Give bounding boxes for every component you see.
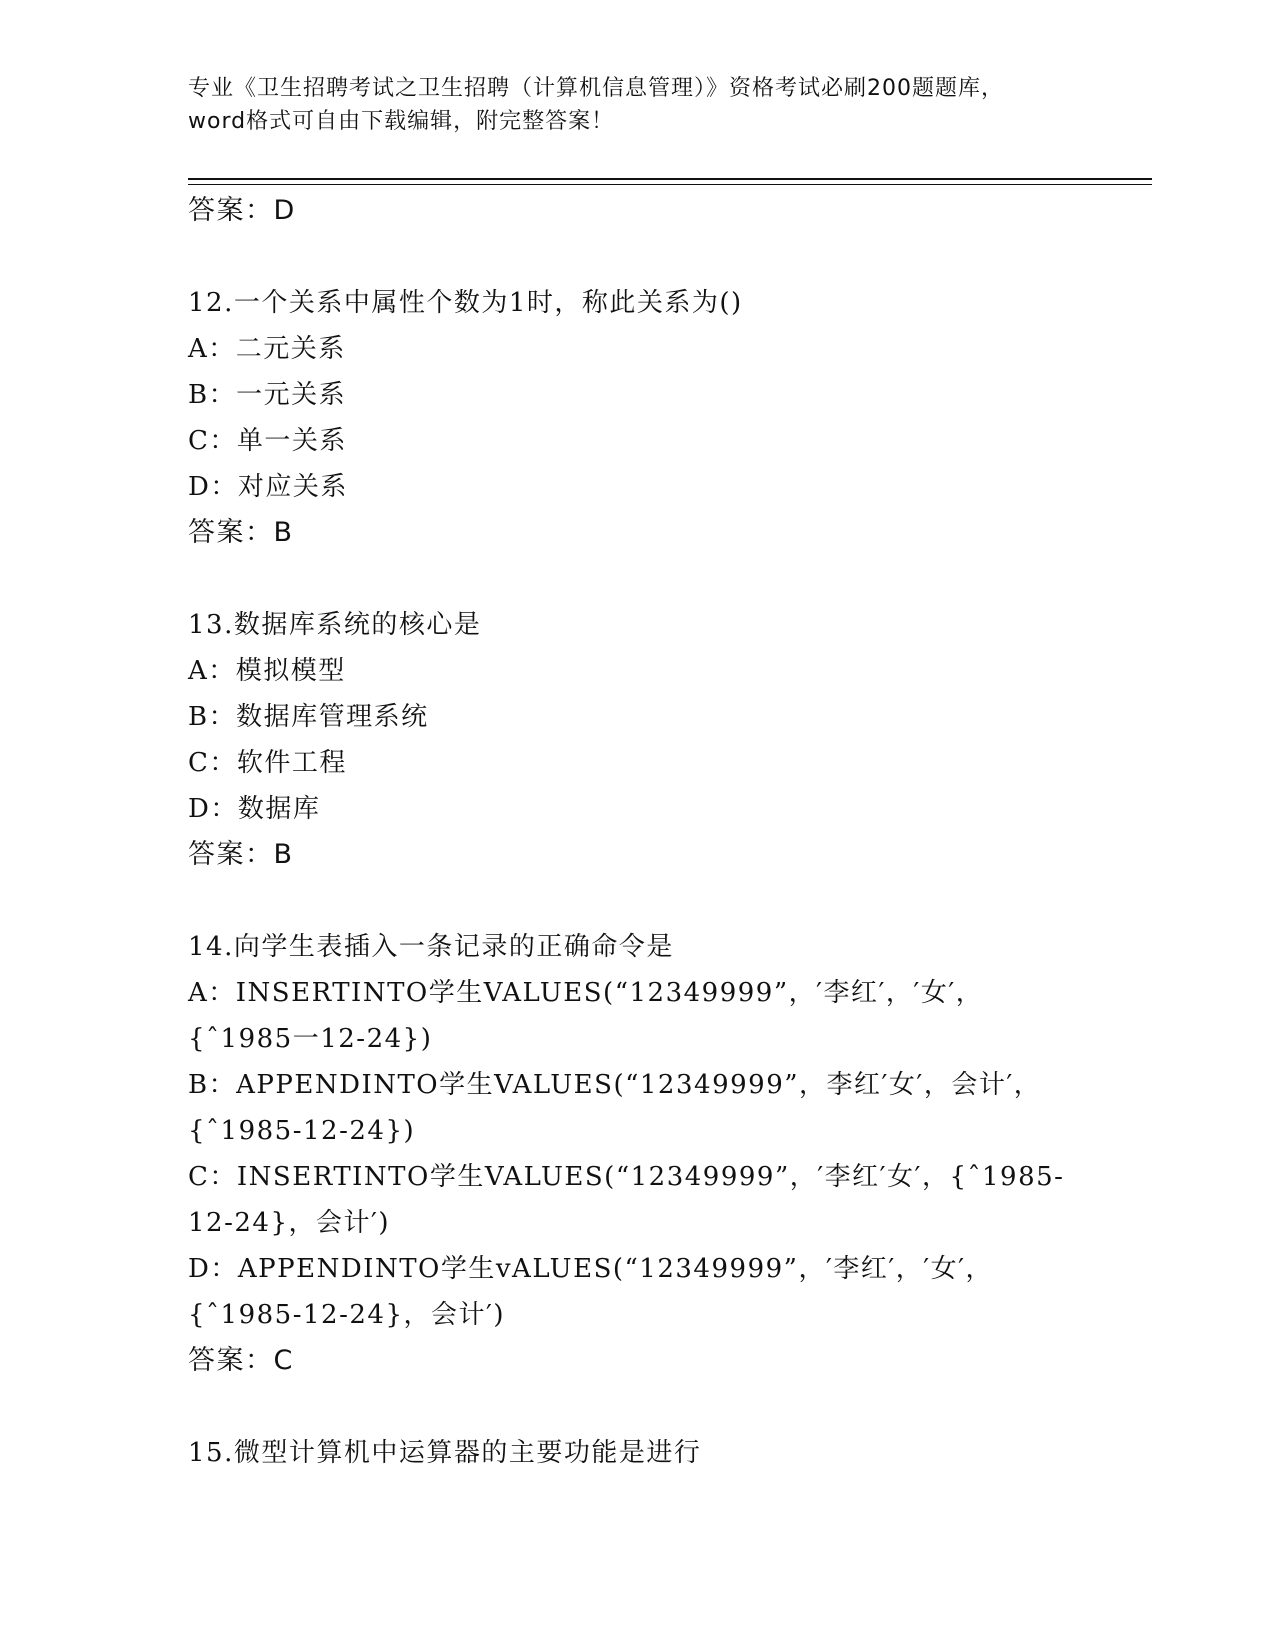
answer-line: 答案：B	[188, 517, 294, 548]
option-a-line2: {ˆ1985一12-24})	[188, 1024, 433, 1054]
option-d: D：对应关系	[188, 472, 348, 502]
question-14	[188, 924, 1088, 1384]
answer-line: 答案：D	[188, 195, 296, 226]
option-b-line2: {ˆ1985-12-24})	[188, 1116, 416, 1146]
option-a: A：模拟模型	[188, 656, 346, 686]
question-stem: 13.数据库系统的核心是	[188, 610, 482, 640]
document-header	[188, 72, 1088, 138]
option-a-line1: A：INSERTINTO学生VALUES(“12349999”，′李红′，′女′，	[188, 978, 984, 1008]
option-a: A：二元关系	[188, 334, 346, 364]
option-b: B：一元关系	[188, 380, 347, 410]
option-c-line1: C：INSERTINTO学生VALUES(“12349999”，′李红′女′，{ˆ1985-	[188, 1162, 1065, 1192]
option-c: C：软件工程	[188, 748, 347, 778]
question-15	[188, 1430, 1088, 1476]
header-divider-thick	[188, 178, 1152, 180]
option-c: C：单一关系	[188, 426, 347, 456]
option-b: B：数据库管理系统	[188, 702, 429, 732]
question-list	[188, 188, 1088, 1476]
answer-line: 答案：B	[188, 839, 294, 870]
question-stem: 15.微型计算机中运算器的主要功能是进行	[188, 1438, 702, 1468]
answer-line: 答案：C	[188, 1345, 294, 1376]
option-b-line1: B：APPENDINTO学生VALUES(“12349999”，李红′女′，会计′，	[188, 1070, 1042, 1100]
header-divider-thin	[188, 184, 1152, 185]
question-13	[188, 602, 1088, 878]
question-stem: 12.一个关系中属性个数为1时，称此关系为()	[188, 288, 743, 318]
option-d: D：数据库	[188, 794, 321, 824]
option-d-line1: D：APPENDINTO学生vALUES(“12349999”，′李红′，′女′，	[188, 1254, 994, 1284]
question-stem: 14.向学生表插入一条记录的正确命令是	[188, 932, 674, 962]
option-d-line2: {ˆ1985-12-24}，会计′)	[188, 1300, 506, 1330]
option-c-line2: 12-24}，会计′)	[188, 1208, 391, 1238]
header-title-line2: word格式可自由下载编辑，附完整答案！	[188, 109, 615, 134]
header-title-line1: 专业《卫生招聘考试之卫生招聘（计算机信息管理）》资格考试必刷200题题库，	[188, 76, 1004, 101]
question-12	[188, 280, 1088, 556]
